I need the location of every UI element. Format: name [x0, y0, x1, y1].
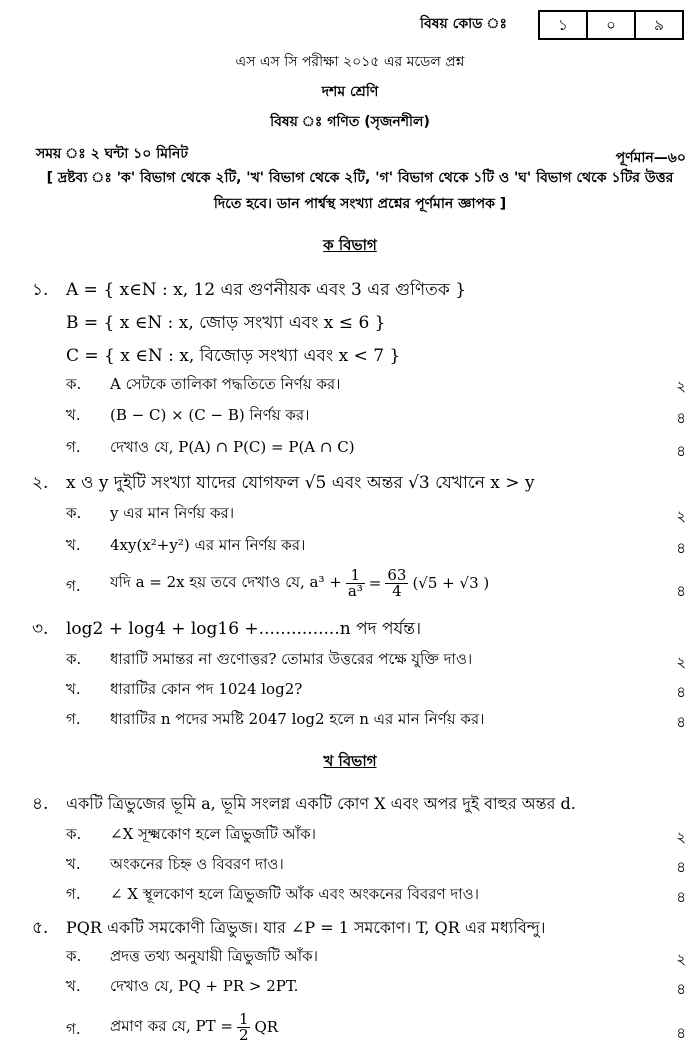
q4-part-ka: ∠X সূক্ষ্মকোণ হলে ত্রিভুজটি আঁক। — [110, 825, 317, 843]
question-number: ৩. — [32, 619, 49, 639]
marks: ২ — [676, 377, 686, 395]
q1-part-kha: (B − C) × (C − B) নির্ণয় কর। — [110, 406, 310, 424]
q3-part-ka: ধারাটি সমান্তর না গুণোত্তর? তোমার উত্তরের পক্ষে যুক্তি দাও। — [110, 650, 473, 668]
q1-part-ga: দেখাও যে, P(A) ∩ P(C) = P(A ∩ C) — [110, 438, 355, 456]
q1-set-b: B = { x ∈N : x, জোড় সংখ্যা এবং x ≤ 6 } — [66, 313, 386, 333]
part-label: ক. — [66, 825, 82, 843]
subject-code-digit: ০ — [588, 12, 636, 38]
q4-part-ga: ∠ X স্থূলকোণ হলে ত্রিভুজটি আঁক এবং অংকনের বিবরণ দাও। — [110, 885, 479, 903]
subject-code-boxes — [538, 10, 684, 40]
q2-root-five: √5 — [304, 473, 327, 493]
marks: ৪ — [676, 409, 686, 427]
part-label: ক. — [66, 650, 82, 668]
q3-part-kha: ধারাটির কোন পদ 1024 log2? — [110, 680, 303, 698]
q5-ga-text: প্রমাণ কর যে, PT = — [110, 1016, 233, 1035]
marks: ৪ — [676, 442, 686, 460]
question-number: ৫. — [32, 918, 49, 938]
fraction — [237, 1009, 251, 1044]
part-label: ক. — [66, 504, 82, 522]
fraction-numerator: 63 — [387, 565, 407, 584]
subject-code-digit: ১ — [540, 12, 588, 38]
fraction-denominator: a³ — [347, 581, 363, 600]
part-label: গ. — [66, 710, 81, 728]
q1-set-a: A = { x∈N : x, 12 এর গুণনীয়ক এবং 3 এর গুণিতক } — [66, 280, 467, 300]
question-number: ৪. — [32, 794, 49, 814]
question-number: ২. — [32, 473, 49, 493]
part-label: খ. — [66, 406, 81, 424]
marks: ৪ — [676, 683, 686, 701]
q2-ga-text: (√5 + √3 ) — [412, 574, 490, 592]
marks: ৪ — [676, 888, 686, 906]
marks: ৪ — [676, 539, 686, 557]
fraction-numerator: 1 — [346, 568, 365, 584]
part-label: খ. — [66, 977, 81, 995]
fraction-numerator: 1 — [238, 1009, 249, 1028]
question-number: ১. — [32, 280, 49, 300]
q2-part-kha: 4xy(x²+y²) এর মান নির্ণয় কর। — [110, 536, 306, 554]
q5-stem: PQR একটি সমকোণী ত্রিভুজ। যার ∠P = 1 সমকোণ। T, QR এর মধ্যবিন্দু। — [66, 918, 546, 937]
marks: ৪ — [676, 858, 686, 876]
subject-code-label: বিষয় কোড ঃ — [420, 16, 507, 32]
part-label: গ. — [66, 577, 81, 595]
q2-stem — [66, 470, 535, 498]
marks: ২ — [676, 507, 686, 525]
q5-part-kha: দেখাও যে, PQ + PR > 2PT. — [110, 977, 299, 995]
part-label: খ. — [66, 680, 81, 698]
class-name: দশম শ্রেণি — [321, 84, 379, 100]
exam-title: এস এস সি পরীক্ষা ২০১৫ এর মডেল প্রশ্ন — [235, 54, 465, 70]
subject-code-digit: ৯ — [654, 16, 664, 34]
q1-set-c: C = { x ∈N : x, বিজোড় সংখ্যা এবং x < 7 } — [66, 346, 401, 366]
q2-part-ga — [110, 560, 489, 606]
q5-ga-text: QR — [254, 1018, 279, 1036]
q4-stem: একটি ত্রিভুজের ভূমি a, ভূমি সংলগ্ন একটি কোণ X এবং অপর দুই বাহুর অন্তর d. — [66, 794, 576, 813]
q3-stem: log2 + log4 + log16 +...............n পদ পর্যন্ত। — [66, 619, 422, 639]
q1-part-ka: A সেটকে তালিকা পদ্ধতিতে নির্ণয় কর। — [110, 375, 341, 393]
part-label: গ. — [66, 885, 81, 903]
part-label: গ. — [66, 1020, 81, 1038]
marks: ৪ — [676, 1024, 686, 1042]
marks: ২ — [676, 950, 686, 968]
q2-root-three: √3 — [408, 473, 430, 493]
fraction-denominator: 2 — [238, 1025, 249, 1044]
subject-title: বিষয় ঃ গণিত (সৃজনশীল) — [270, 114, 430, 130]
instructions: [ দ্রষ্টব্য ঃ 'ক' বিভাগ থেকে ২টি, 'খ' বিভাগ থেকে ২টি, 'গ' বিভাগ থেকে ১টি ও 'ঘ' বিভাগ থেকে ১টির উত্তর দিতে হবে। ডান পার্শ্বস্থ সংখ্যা প্রশ্নের পূর্ণমান জ্ঞাপক ] — [46, 170, 674, 212]
equals-sign: = — [368, 574, 382, 592]
fraction-denominator: 4 — [392, 581, 402, 600]
marks: ২ — [676, 653, 686, 671]
q3-part-ga: ধারাটির n পদের সমষ্টি 2047 log2 হলে n এর মান নির্ণয় কর। — [110, 710, 485, 728]
fraction — [385, 565, 408, 600]
part-label: খ. — [66, 855, 81, 873]
marks: ৪ — [676, 582, 686, 600]
part-label: ক. — [66, 947, 82, 965]
fraction — [346, 565, 365, 600]
q2-ga-text: যদি a = 2x হয় তবে দেখাও যে, a³ + — [110, 572, 342, 591]
q2-stem-text: যেখানে x > y — [435, 473, 535, 493]
section-heading-ka: ক বিভাগ — [323, 236, 377, 254]
q2-part-ka: y এর মান নির্ণয় কর। — [110, 504, 235, 522]
part-label: ক. — [66, 375, 82, 393]
part-label: খ. — [66, 536, 81, 554]
full-marks: পূর্ণমান—৬০ — [615, 150, 686, 166]
marks: ২ — [676, 828, 686, 846]
q4-part-kha: অংকনের চিহ্ন ও বিবরণ দাও। — [110, 855, 284, 873]
section-heading-kha: খ বিভাগ — [323, 752, 377, 770]
marks: ৪ — [676, 980, 686, 998]
q2-stem-text: x ও y দুইটি সংখ্যা যাদের যোগফল — [66, 473, 300, 493]
q5-part-ka: প্রদত্ত তথ্য অনুযায়ী ত্রিভুজটি আঁক। — [110, 947, 318, 965]
q5-part-ga — [110, 1004, 278, 1050]
q2-stem-text: এবং অন্তর — [331, 473, 403, 493]
part-label: গ. — [66, 438, 81, 456]
exam-time: সময় ঃ ২ ঘন্টা ১০ মিনিট — [36, 146, 188, 162]
marks: ৪ — [676, 713, 686, 731]
